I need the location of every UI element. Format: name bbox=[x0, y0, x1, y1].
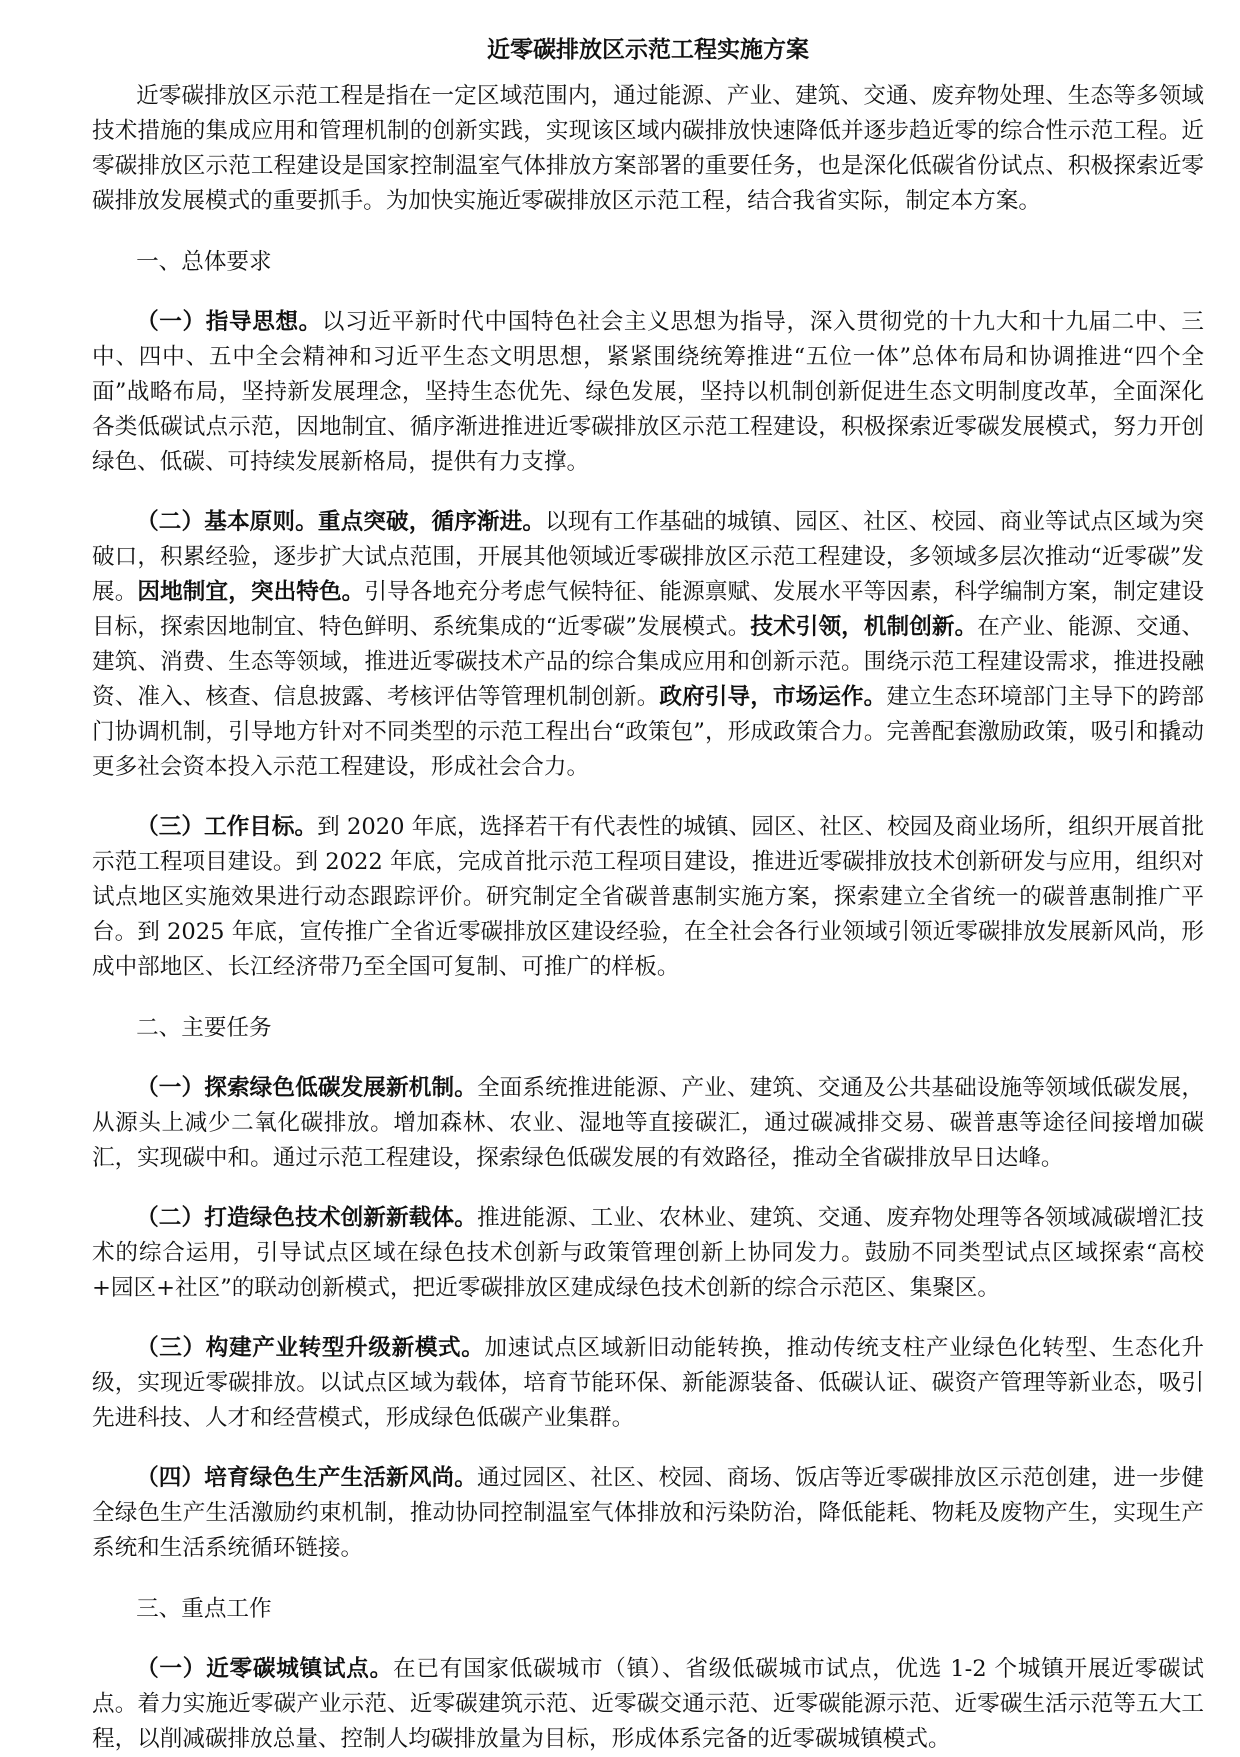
paragraph-text: 推进能源、工业、农林业、建筑、交通、废弃物处理等各领域减碳增汇技术的综合运用，引导试点区域在绿色技术创新与政策管理创新上协同发力。鼓励不同类型试点区域探索“高校+园区+社区”的联动创新模式，把近零碳排放区建成绿色技术创新的综合示范区、集聚区。 bbox=[92, 1205, 1205, 1301]
section-heading-main-tasks: 二、主要任务 bbox=[136, 1015, 272, 1041]
paragraph-text: 到 2020 年底，选择若干有代表性的城镇、园区、社区、校园及商业场所，组织开展首批示范工程项目建设。到 2022 年底，完成首批示范工程项目建设，推进近零碳排放技术创新研发与应用，组织对试点地区实施效果进行动态跟踪评价。研究制定全省碳普惠制实施方案，探索建立全省统一的碳普惠制推广平台。到 2025 年底，宣传推广全省近零碳排放区建设经验，在全社会各行业领域引领近零碳排放发展新风尚，形成中部地区、长江经济带乃至全国可复制、可推广的样板。 bbox=[92, 814, 1205, 980]
paragraph-task-3 bbox=[92, 1331, 1204, 1436]
paragraph-lead-bold: （三）工作目标。 bbox=[136, 814, 318, 840]
paragraph-lead-bold: （二）基本原则。重点突破，循序渐进。 bbox=[136, 509, 546, 535]
paragraph-guiding-ideology bbox=[92, 305, 1204, 480]
principle-bold: 政府引导，市场运作。 bbox=[659, 684, 887, 710]
paragraph-lead-bold: （二）打造绿色技术创新新载体。 bbox=[136, 1205, 477, 1231]
paragraph-text: 加速试点区域新旧动能转换，推动传统支柱产业绿色化转型、生态化升级，实现近零碳排放。以试点区域为载体，培育节能环保、新能源装备、低碳认证、碳资产管理等新业态，吸引先进科技、人才和经营模式，形成绿色低碳产业集群。 bbox=[92, 1335, 1205, 1431]
intro-paragraph: 近零碳排放区示范工程是指在一定区域范围内，通过能源、产业、建筑、交通、废弃物处理、生态等多领域技术措施的集成应用和管理机制的创新实践，实现该区域内碳排放快速降低并逐步趋近零的综合性示范工程。近零碳排放区示范工程建设是国家控制温室气体排放方案部署的重要任务，也是深化低碳省份试点、积极探索近零碳排放发展模式的重要抓手。为加快实施近零碳排放区示范工程，结合我省实际，制定本方案。 bbox=[92, 83, 1204, 214]
document-page bbox=[92, 32, 1204, 1757]
section-heading-overall-requirements: 一、总体要求 bbox=[136, 249, 272, 275]
paragraph-text: 在产业、能源、交通、建筑、消费、生态等领域，推进近零碳技术产品的综合集成应用和创新示范。围绕示范工程建设需求，推进投融资、准入、核查、信息披露、考核评估等管理机制创新。 bbox=[92, 614, 1205, 710]
paragraph-text: 通过园区、社区、校园、商场、饭店等近零碳排放区示范创建，进一步健全绿色生产生活激励约束机制，推动协同控制温室气体排放和污染防治，降低能耗、物耗及废物产生，实现生产系统和生活系统循环链接。 bbox=[92, 1465, 1205, 1561]
principle-bold: 因地制宜，突出特色。 bbox=[137, 579, 365, 605]
paragraph-basic-principles bbox=[92, 505, 1204, 785]
paragraph-lead-bold: （一）指导思想。 bbox=[136, 309, 322, 335]
paragraph-task-1 bbox=[92, 1071, 1204, 1176]
paragraph-task-4 bbox=[92, 1461, 1204, 1566]
paragraph-text: 以习近平新时代中国特色社会主义思想为指导，深入贯彻党的十九大和十九届二中、三中、四中、五中全会精神和习近平生态文明思想，紧紧围绕统筹推进“五位一体”总体布局和协调推进“四个全面”战略布局，坚持新发展理念，坚持生态优先、绿色发展，坚持以机制创新促进生态文明制度改革，全面深化各类低碳试点示范，因地制宜、循序渐进推进近零碳排放区示范工程建设，积极探索近零碳发展模式，努力开创绿色、低碳、可持续发展新格局，提供有力支撑。 bbox=[92, 309, 1205, 475]
document-title: 近零碳排放区示范工程实施方案 bbox=[487, 36, 809, 63]
paragraph-text: 建立生态环境部门主导下的跨部门协调机制，引导地方针对不同类型的示范工程出台“政策包”，形成政策合力。完善配套激励政策，吸引和撬动更多社会资本投入示范工程建设，形成社会合力。 bbox=[92, 684, 1205, 780]
paragraph-lead-bold: （四）培育绿色生产生活新风尚。 bbox=[136, 1465, 477, 1491]
paragraph-lead-bold: （一）近零碳城镇试点。 bbox=[136, 1656, 393, 1682]
section-heading-key-work: 三、重点工作 bbox=[136, 1596, 272, 1622]
paragraph-text: 以现有工作基础的城镇、园区、社区、校园、商业等试点区域为突破口，积累经验，逐步扩大试点范围，开展其他领域近零碳排放区示范工程建设，多领域多层次推动“近零碳”发展。 bbox=[92, 509, 1205, 605]
paragraph-lead-bold: （一）探索绿色低碳发展新机制。 bbox=[136, 1075, 477, 1101]
paragraph-lead-bold: （三）构建产业转型升级新模式。 bbox=[136, 1335, 485, 1361]
paragraph-text: 引导各地充分考虑气候特征、能源禀赋、发展水平等因素，科学编制方案，制定建设目标，探索因地制宜、特色鲜明、系统集成的“近零碳”发展模式。 bbox=[92, 579, 1205, 640]
paragraph-work-goals bbox=[92, 810, 1204, 985]
paragraph-key-work-1 bbox=[92, 1652, 1204, 1757]
principle-bold: 技术引领，机制创新。 bbox=[750, 614, 978, 640]
paragraph-text: 全面系统推进能源、产业、建筑、交通及公共基础设施等领域低碳发展，从源头上减少二氧化碳排放。增加森林、农业、湿地等直接碳汇，通过碳减排交易、碳普惠等途径间接增加碳汇，实现碳中和。通过示范工程建设，探索绿色低碳发展的有效路径，推动全省碳排放早日达峰。 bbox=[92, 1075, 1205, 1171]
paragraph-text: 在已有国家低碳城市（镇）、省级低碳城市试点，优选 1-2 个城镇开展近零碳试点。着力实施近零碳产业示范、近零碳建筑示范、近零碳交通示范、近零碳能源示范、近零碳生活示范等五大工程，以削减碳排放总量、控制人均碳排放量为目标，形成体系完备的近零碳城镇模式。 bbox=[92, 1656, 1205, 1752]
paragraph-task-2 bbox=[92, 1201, 1204, 1306]
